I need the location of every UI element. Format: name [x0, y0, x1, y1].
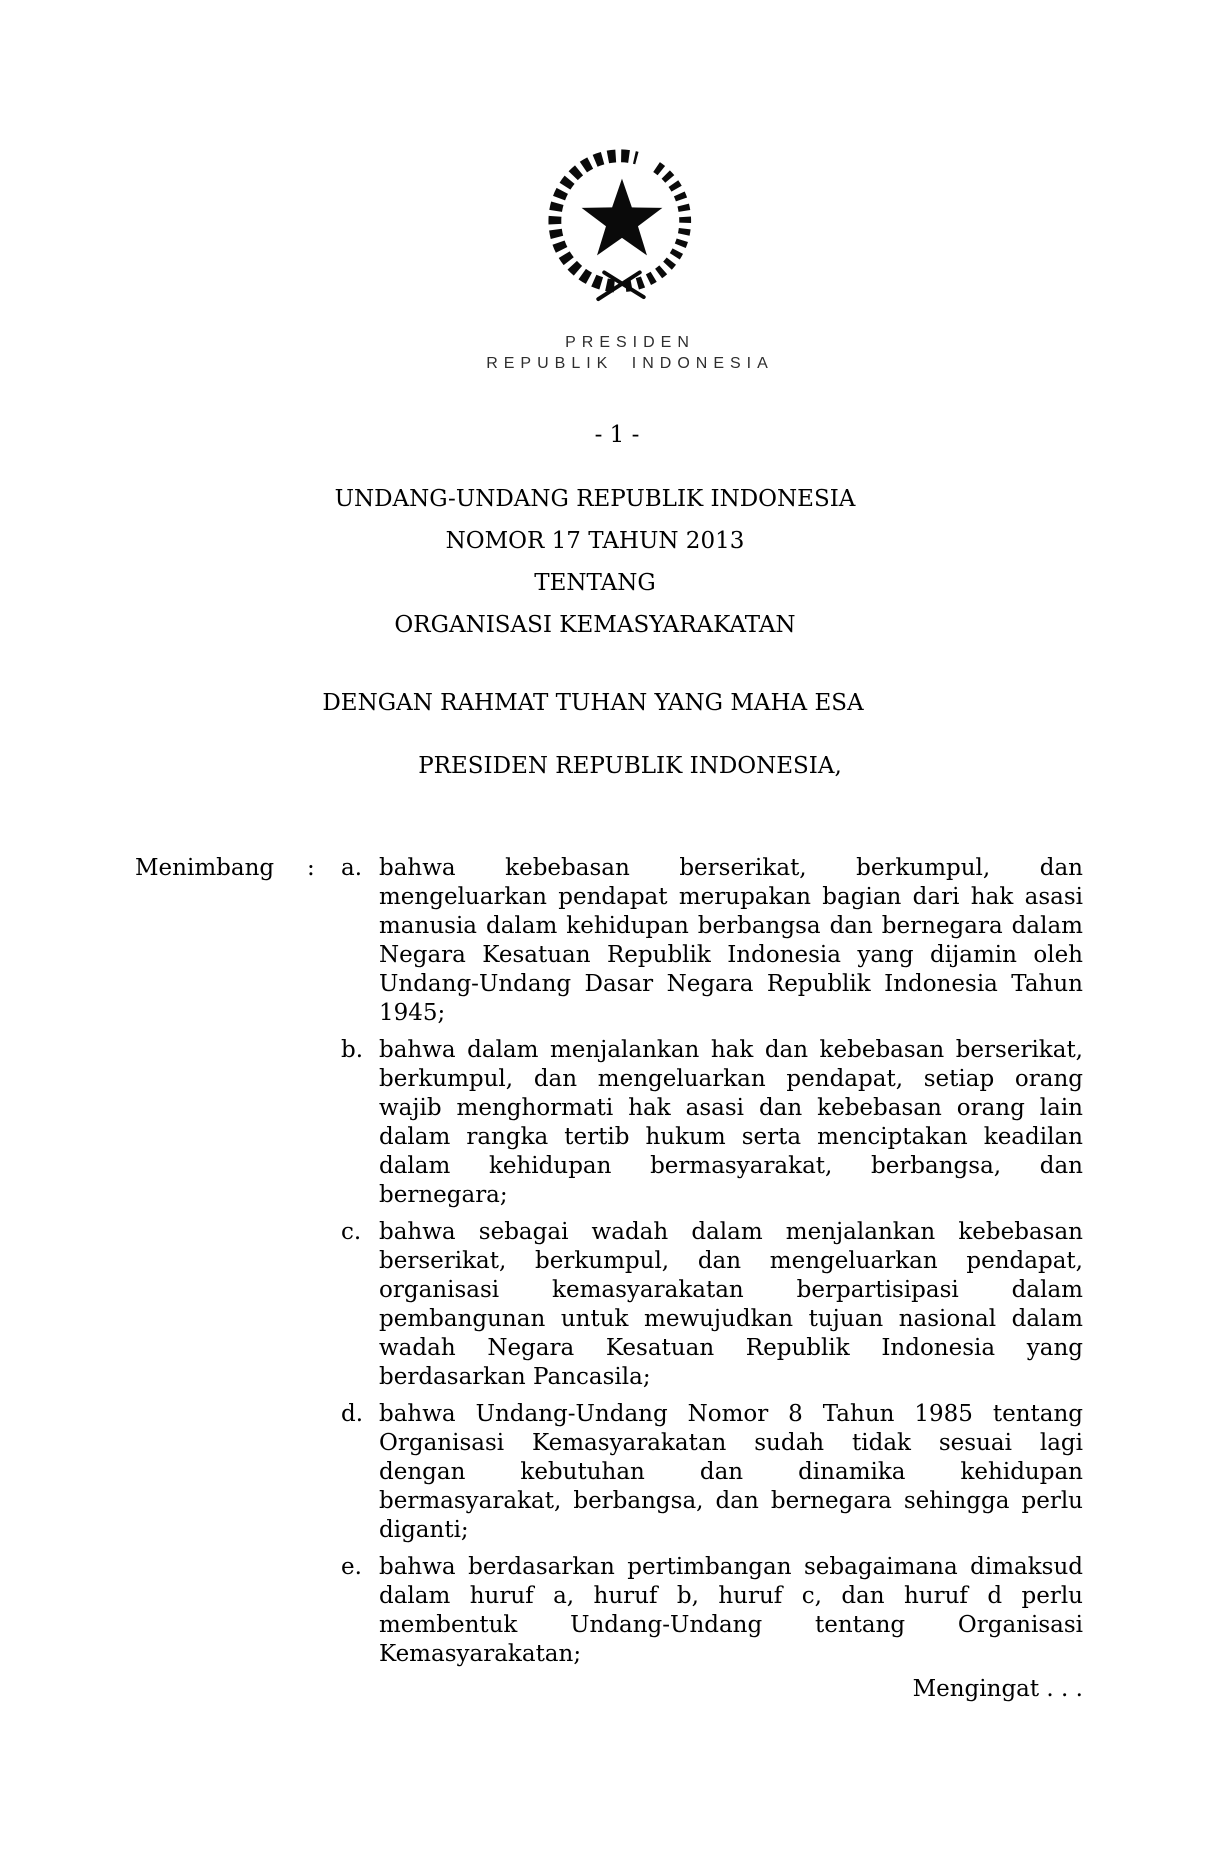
letterhead-line-republik-indonesia: REPUBLIK INDONESIA: [486, 355, 774, 372]
item-paragraph: [379, 1218, 1083, 1392]
title-block: [0, 485, 1224, 640]
item-text-line: 1945;: [379, 1000, 446, 1026]
law-number-line: NOMOR 17 TAHUN 2013: [445, 528, 745, 554]
letterhead: [18, 332, 1224, 375]
item-text-line: bahwa dalam menjalankan hak dan kebebasan berserikat,: [379, 1037, 1083, 1063]
item-text-line: mengeluarkan pendapat merupakan bagian dari hak asasi: [379, 884, 1083, 910]
item-text-line: diganti;: [379, 1517, 469, 1543]
consideration-item-e: [341, 1553, 1083, 1669]
item-text-line: bahwa sebagai wadah dalam menjalankan kebebasan: [379, 1219, 1083, 1245]
item-text-line: bahwa Undang-Undang Nomor 8 Tahun 1985 tentang: [379, 1401, 1083, 1427]
consideration-item-d: [341, 1400, 1083, 1545]
item-text-line: wadah Negara Kesatuan Republik Indonesia yang: [379, 1335, 1083, 1361]
item-text-line: berdasarkan Pancasila;: [379, 1364, 651, 1390]
consideration-item-a: [341, 854, 1083, 1028]
law-title-line: UNDANG-UNDANG REPUBLIK INDONESIA: [334, 486, 856, 512]
continuation-marker: Mengingat . . .: [912, 1676, 1083, 1702]
issuer-line: PRESIDEN REPUBLIK INDONESIA,: [418, 753, 842, 779]
item-letter: b.: [341, 1037, 364, 1063]
item-text-line: organisasi kemasyarakatan berpartisipasi dalam: [379, 1277, 1083, 1303]
item-text-line: Kemasyarakatan;: [379, 1641, 582, 1667]
item-text-line: membentuk Undang-Undang tentang Organisasi: [379, 1612, 1083, 1638]
item-text-line: bahwa kebebasan berserikat, berkumpul, dan: [379, 855, 1083, 881]
item-letter: d.: [341, 1401, 364, 1427]
item-text-line: dengan kebutuhan dan dinamika kehidupan: [379, 1459, 1083, 1485]
item-text-line: dalam huruf a, huruf b, huruf c, dan huruf d perlu: [379, 1583, 1083, 1609]
item-paragraph: [379, 1036, 1083, 1210]
page-number: - 1 -: [594, 422, 640, 448]
emblem-stems: [598, 272, 643, 299]
item-text-line: wajib menghormati hak asasi dan kebebasan orang lain: [379, 1095, 1083, 1121]
emblem-star: [582, 179, 663, 256]
national-emblem: [0, 0, 1224, 308]
consideration-item-b: [341, 1036, 1083, 1210]
item-text-line: dalam kehidupan bermasyarakat, berbangsa, dan: [379, 1153, 1083, 1179]
menimbang-items: [341, 854, 1083, 1669]
menimbang-section: [135, 854, 1083, 1669]
item-paragraph: [379, 854, 1083, 1028]
item-text-line: bermasyarakat, berbangsa, dan bernegara sehingga perlu: [379, 1488, 1083, 1514]
item-text-line: berkumpul, dan mengeluarkan pendapat, setiap orang: [379, 1066, 1083, 1092]
menimbang-label: Menimbang: [135, 855, 275, 881]
letterhead-line-presiden: PRESIDEN: [565, 334, 695, 351]
item-paragraph: [379, 1553, 1083, 1669]
menimbang-colon: :: [307, 855, 315, 881]
consideration-item-c: [341, 1218, 1083, 1392]
item-text-line: bernegara;: [379, 1182, 508, 1208]
item-text-line: berserikat, berkumpul, dan mengeluarkan pendapat,: [379, 1248, 1083, 1274]
item-text-line: Undang-Undang Dasar Negara Republik Indonesia Tahun: [379, 971, 1083, 997]
item-letter: e.: [341, 1554, 362, 1580]
item-text-line: dalam rangka tertib hukum serta menciptakan keadilan: [379, 1124, 1083, 1150]
star-wreath-emblem-icon: [541, 142, 699, 308]
item-text-line: bahwa berdasarkan pertimbangan sebagaimana dimaksud: [379, 1554, 1083, 1580]
item-paragraph: [379, 1400, 1083, 1545]
item-letter: c.: [341, 1219, 362, 1245]
item-letter: a.: [341, 855, 363, 881]
law-subject-line: ORGANISASI KEMASYARAKATAN: [394, 612, 796, 638]
item-text-line: pembangunan untuk mewujudkan tujuan nasional dalam: [379, 1306, 1083, 1332]
item-text-line: Negara Kesatuan Republik Indonesia yang dijamin oleh: [379, 942, 1083, 968]
tentang-label: TENTANG: [534, 570, 656, 596]
invocation-line: DENGAN RAHMAT TUHAN YANG MAHA ESA: [322, 690, 864, 716]
item-text-line: manusia dalam kehidupan berbangsa dan bernegara dalam: [379, 913, 1083, 939]
item-text-line: Organisasi Kemasyarakatan sudah tidak sesuai lagi: [379, 1430, 1083, 1456]
